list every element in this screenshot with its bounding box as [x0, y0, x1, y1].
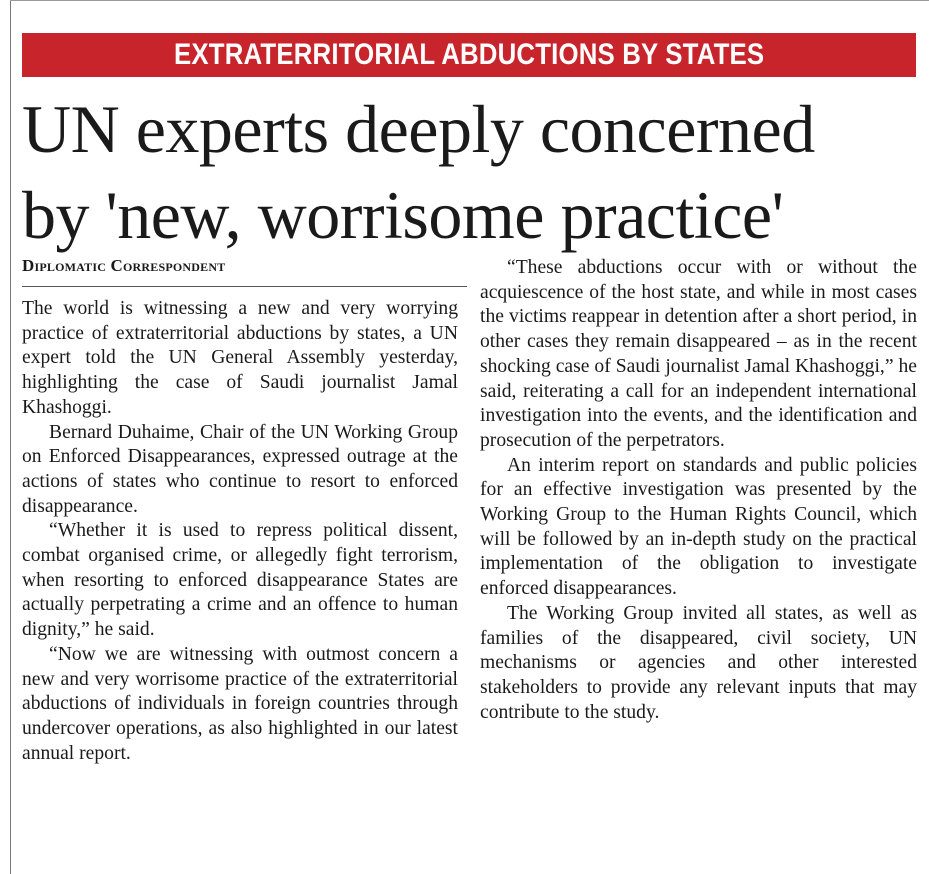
- paragraph: “Now we are witnessing with outmost concern a new and very worrisome practice of the extraterritorial abductions of individuals in foreign countries through undercover operations, as also highlighted in our latest annual report.: [22, 643, 458, 764]
- section-kicker-banner: [22, 33, 916, 77]
- byline: Diplomatic Correspondent: [22, 256, 467, 287]
- headline-line-1: UN experts deeply concerned: [22, 91, 815, 167]
- page-border-top: [10, 0, 929, 1]
- paragraph: “Whether it is used to repress political dissent, combat organised crime, or allegedly fight terrorism, when resorting to enforced disappearance States are actually perpetrating a crime and an offence to human dignity,” he said.: [22, 520, 458, 641]
- paragraph: “These abductions occur with or without the acquiescence of the host state, and while in most cases the victims reappear in detention after a short period, in other cases they remain disappeared – as in the recent shocking case of Saudi journalist Jamal Khashoggi,” he said, reiterating a call for an independent international investigation into the events, and the identification and prosecution of the perpetrators.: [480, 257, 917, 451]
- paragraph: The Working Group invited all states, as well as families of the disappeared, civil society, UN mechanisms or agencies and other interested stakeholders to provide any relevant inputs that may contribute to the study.: [480, 602, 917, 723]
- headline-line-2: by 'new, worrisome practice': [22, 177, 784, 253]
- paragraph: An interim report on standards and public policies for an effective investigation was presented by the Working Group to the Human Rights Council, which will be followed by an in-depth study on the practical implementation of the obligation to investigate enforced disappearances.: [480, 454, 917, 600]
- paragraph: Bernard Duhaime, Chair of the UN Working Group on Enforced Disappearances, expressed outrage at the actions of states who continue to resort to enforced disappearance.: [22, 421, 458, 517]
- headline: [22, 86, 922, 258]
- article-column-left: [22, 297, 458, 766]
- page-border-left: [10, 0, 11, 874]
- kicker-text: EXTRATERRITORIAL ABDUCTIONS BY STATES: [173, 38, 765, 71]
- paragraph: The world is witnessing a new and very worrying practice of extraterritorial abductions by states, a UN expert told the UN General Assembly yesterday, highlighting the case of Saudi journalist Jamal Khashoggi.: [22, 298, 458, 418]
- article-column-right: [480, 256, 917, 725]
